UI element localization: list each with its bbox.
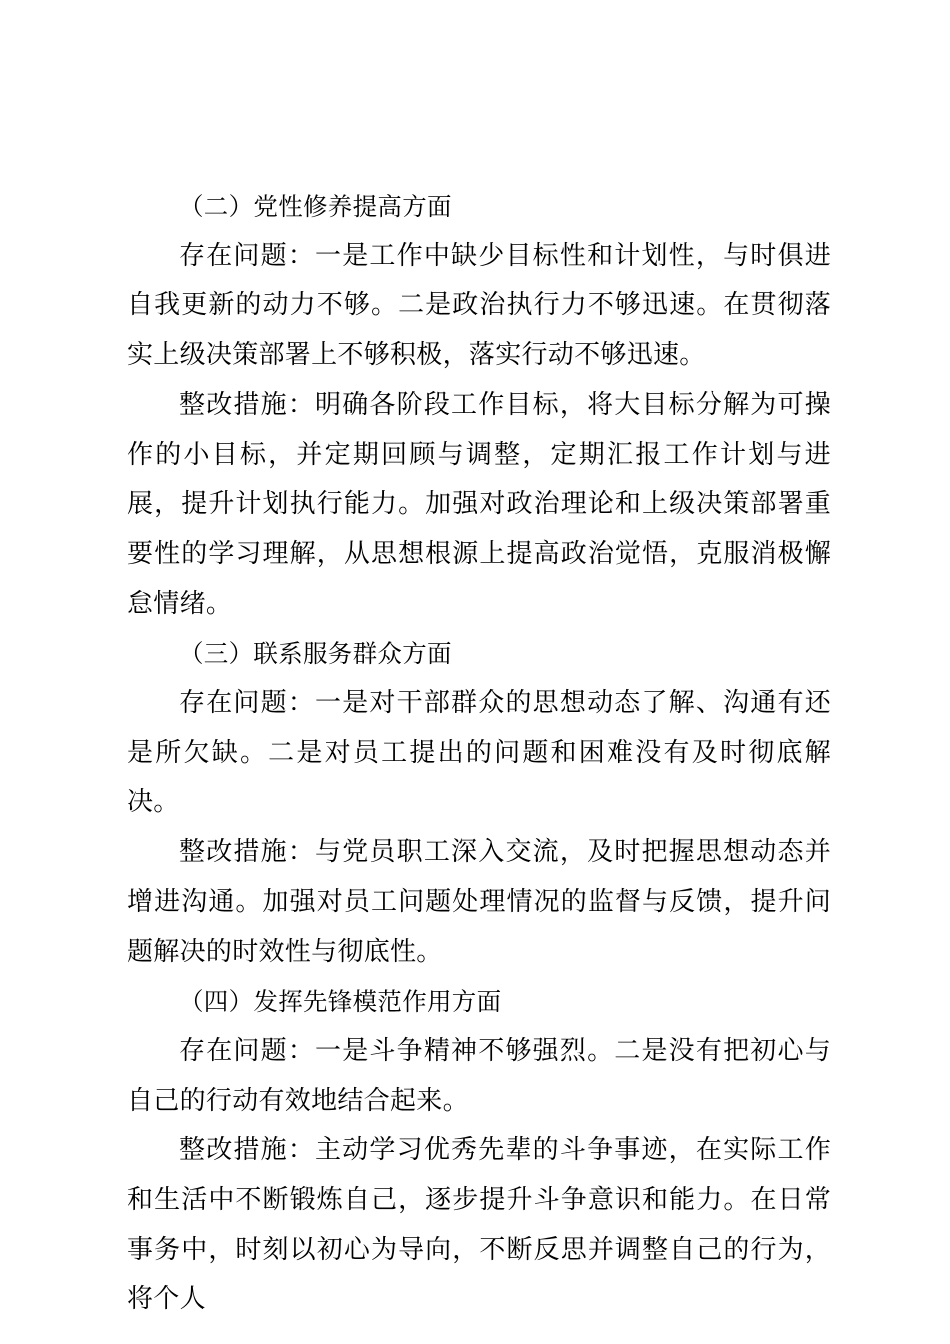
section-problem-party-spirit: 存在问题：一是工作中缺少目标性和计划性，与时俱进自我更新的动力不够。二是政治执行力不够迅速。在贯彻落实上级决策部署上不够积极，落实行动不够迅速。 [127, 240, 831, 371]
section-problem-vanguard-role: 存在问题：一是斗争精神不够强烈。二是没有把初心与自己的行动有效地结合起来。 [127, 1035, 831, 1116]
section-measure-party-spirit: 整改措施：明确各阶段工作目标，将大目标分解为可操作的小目标，并定期回顾与调整，定期汇报工作计划与进展，提升计划执行能力。加强对政治理论和上级决策部署重要性的学习理解，从思想根源上提高政治觉悟，克服消极懈怠情绪。 [127, 389, 831, 619]
section-measure-serving-masses: 整改措施：与党员职工深入交流，及时把握思想动态并增进沟通。加强对员工问题处理情况的监督与反馈，提升问题解决的时效性与彻底性。 [127, 837, 831, 967]
document-body [127, 182, 831, 1325]
section-problem-serving-masses: 存在问题：一是对干部群众的思想动态了解、沟通有还是所欠缺。二是对员工提出的问题和困难没有及时彻底解决。 [127, 688, 831, 818]
section-heading-serving-masses: （三）联系服务群众方面 [179, 639, 452, 669]
section-measure-vanguard-role: 整改措施：主动学习优秀先辈的斗争事迹，在实际工作和生活中不断锻炼自己，逐步提升斗争意识和能力。在日常事务中，时刻以初心为导向，不断反思并调整自己的行为，将个人 [127, 1135, 831, 1315]
section-heading-vanguard-role: （四）发挥先锋模范作用方面 [179, 987, 502, 1017]
section-heading-party-spirit: （二）党性修养提高方面 [179, 192, 452, 221]
